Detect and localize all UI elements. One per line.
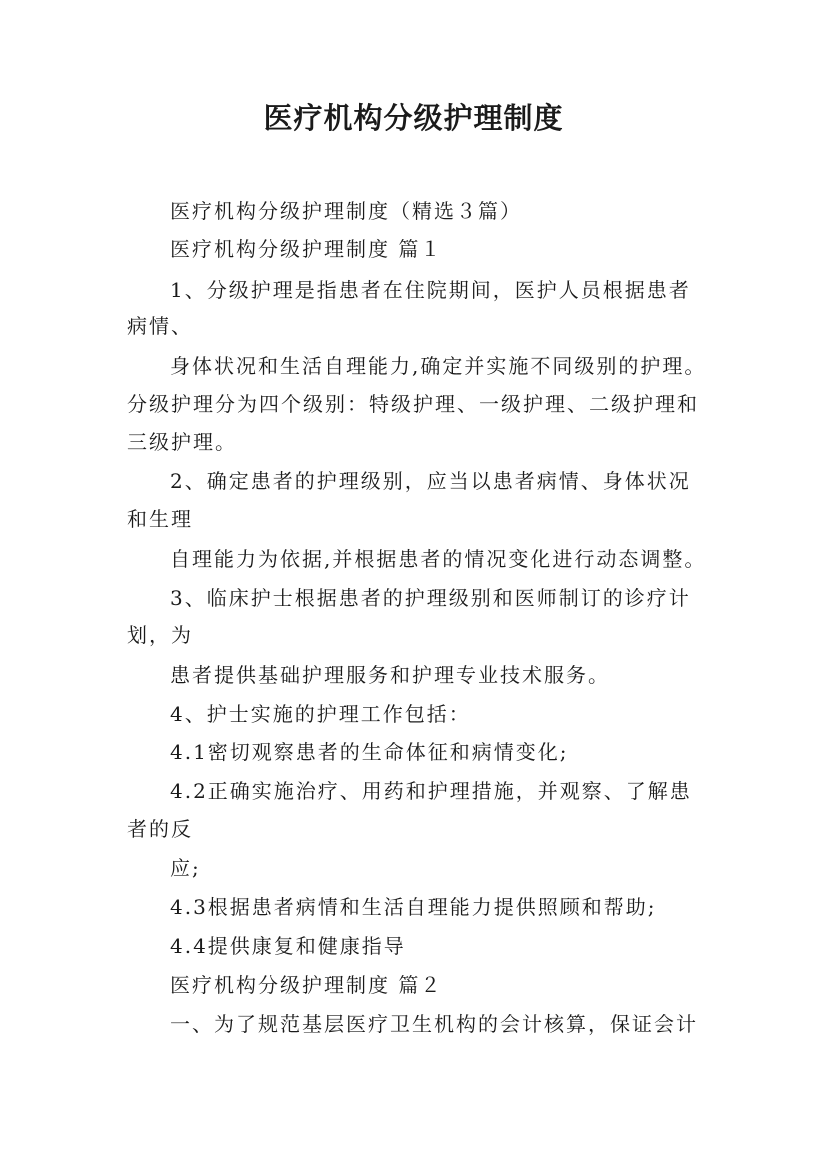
section-heading-1: 医疗机构分级护理制度 篇１ [170, 237, 443, 261]
section-heading-2: 医疗机构分级护理制度 篇２ [170, 973, 443, 997]
paragraph-line: 身体状况和生活自理能力,确定并实施不同级别的护理。 [170, 354, 707, 378]
paragraph-line: 三级护理。 [127, 430, 237, 454]
paragraph-line: 分级护理分为四个级别：特级护理、一级护理、二级护理和 [127, 392, 699, 416]
list-item: 4.1密切观察患者的生命体征和病情变化; [170, 740, 569, 764]
list-item: 4.4提供康复和健康指导 [170, 934, 406, 958]
paragraph-line: 和生理 [127, 507, 193, 531]
list-item: 4.2正确实施治疗、用药和护理措施，并观察、了解患 [170, 779, 692, 803]
list-item: 4.3根据患者病情和生活自理能力提供照顾和帮助; [170, 895, 657, 919]
document-title: 医疗机构分级护理制度 [263, 101, 564, 135]
paragraph-line: 一、为了规范基层医疗卫生机构的会计核算，保证会计 [170, 1012, 698, 1036]
paragraph-line: 2、确定患者的护理级别，应当以患者病情、身体状况 [170, 469, 691, 493]
subtitle-selected: 医疗机构分级护理制度（精选３篇） [170, 199, 522, 223]
paragraph-line: 3、临床护士根据患者的护理级别和医师制订的诊疗计 [170, 586, 691, 610]
paragraph-line: 自理能力为依据,并根据患者的情况变化进行动态调整。 [170, 547, 707, 571]
paragraph-line: 病情、 [127, 314, 193, 338]
paragraph-line: 患者提供基础护理服务和护理专业技术服务。 [170, 663, 610, 687]
paragraph-line: 1、分级护理是指患者在住院期间，医护人员根据患者 [170, 278, 691, 302]
paragraph-line: 划，为 [127, 623, 193, 647]
paragraph-line: 4、护士实施的护理工作包括： [170, 702, 471, 726]
list-item: 者的反 [127, 817, 193, 841]
list-item: 应; [170, 856, 201, 880]
